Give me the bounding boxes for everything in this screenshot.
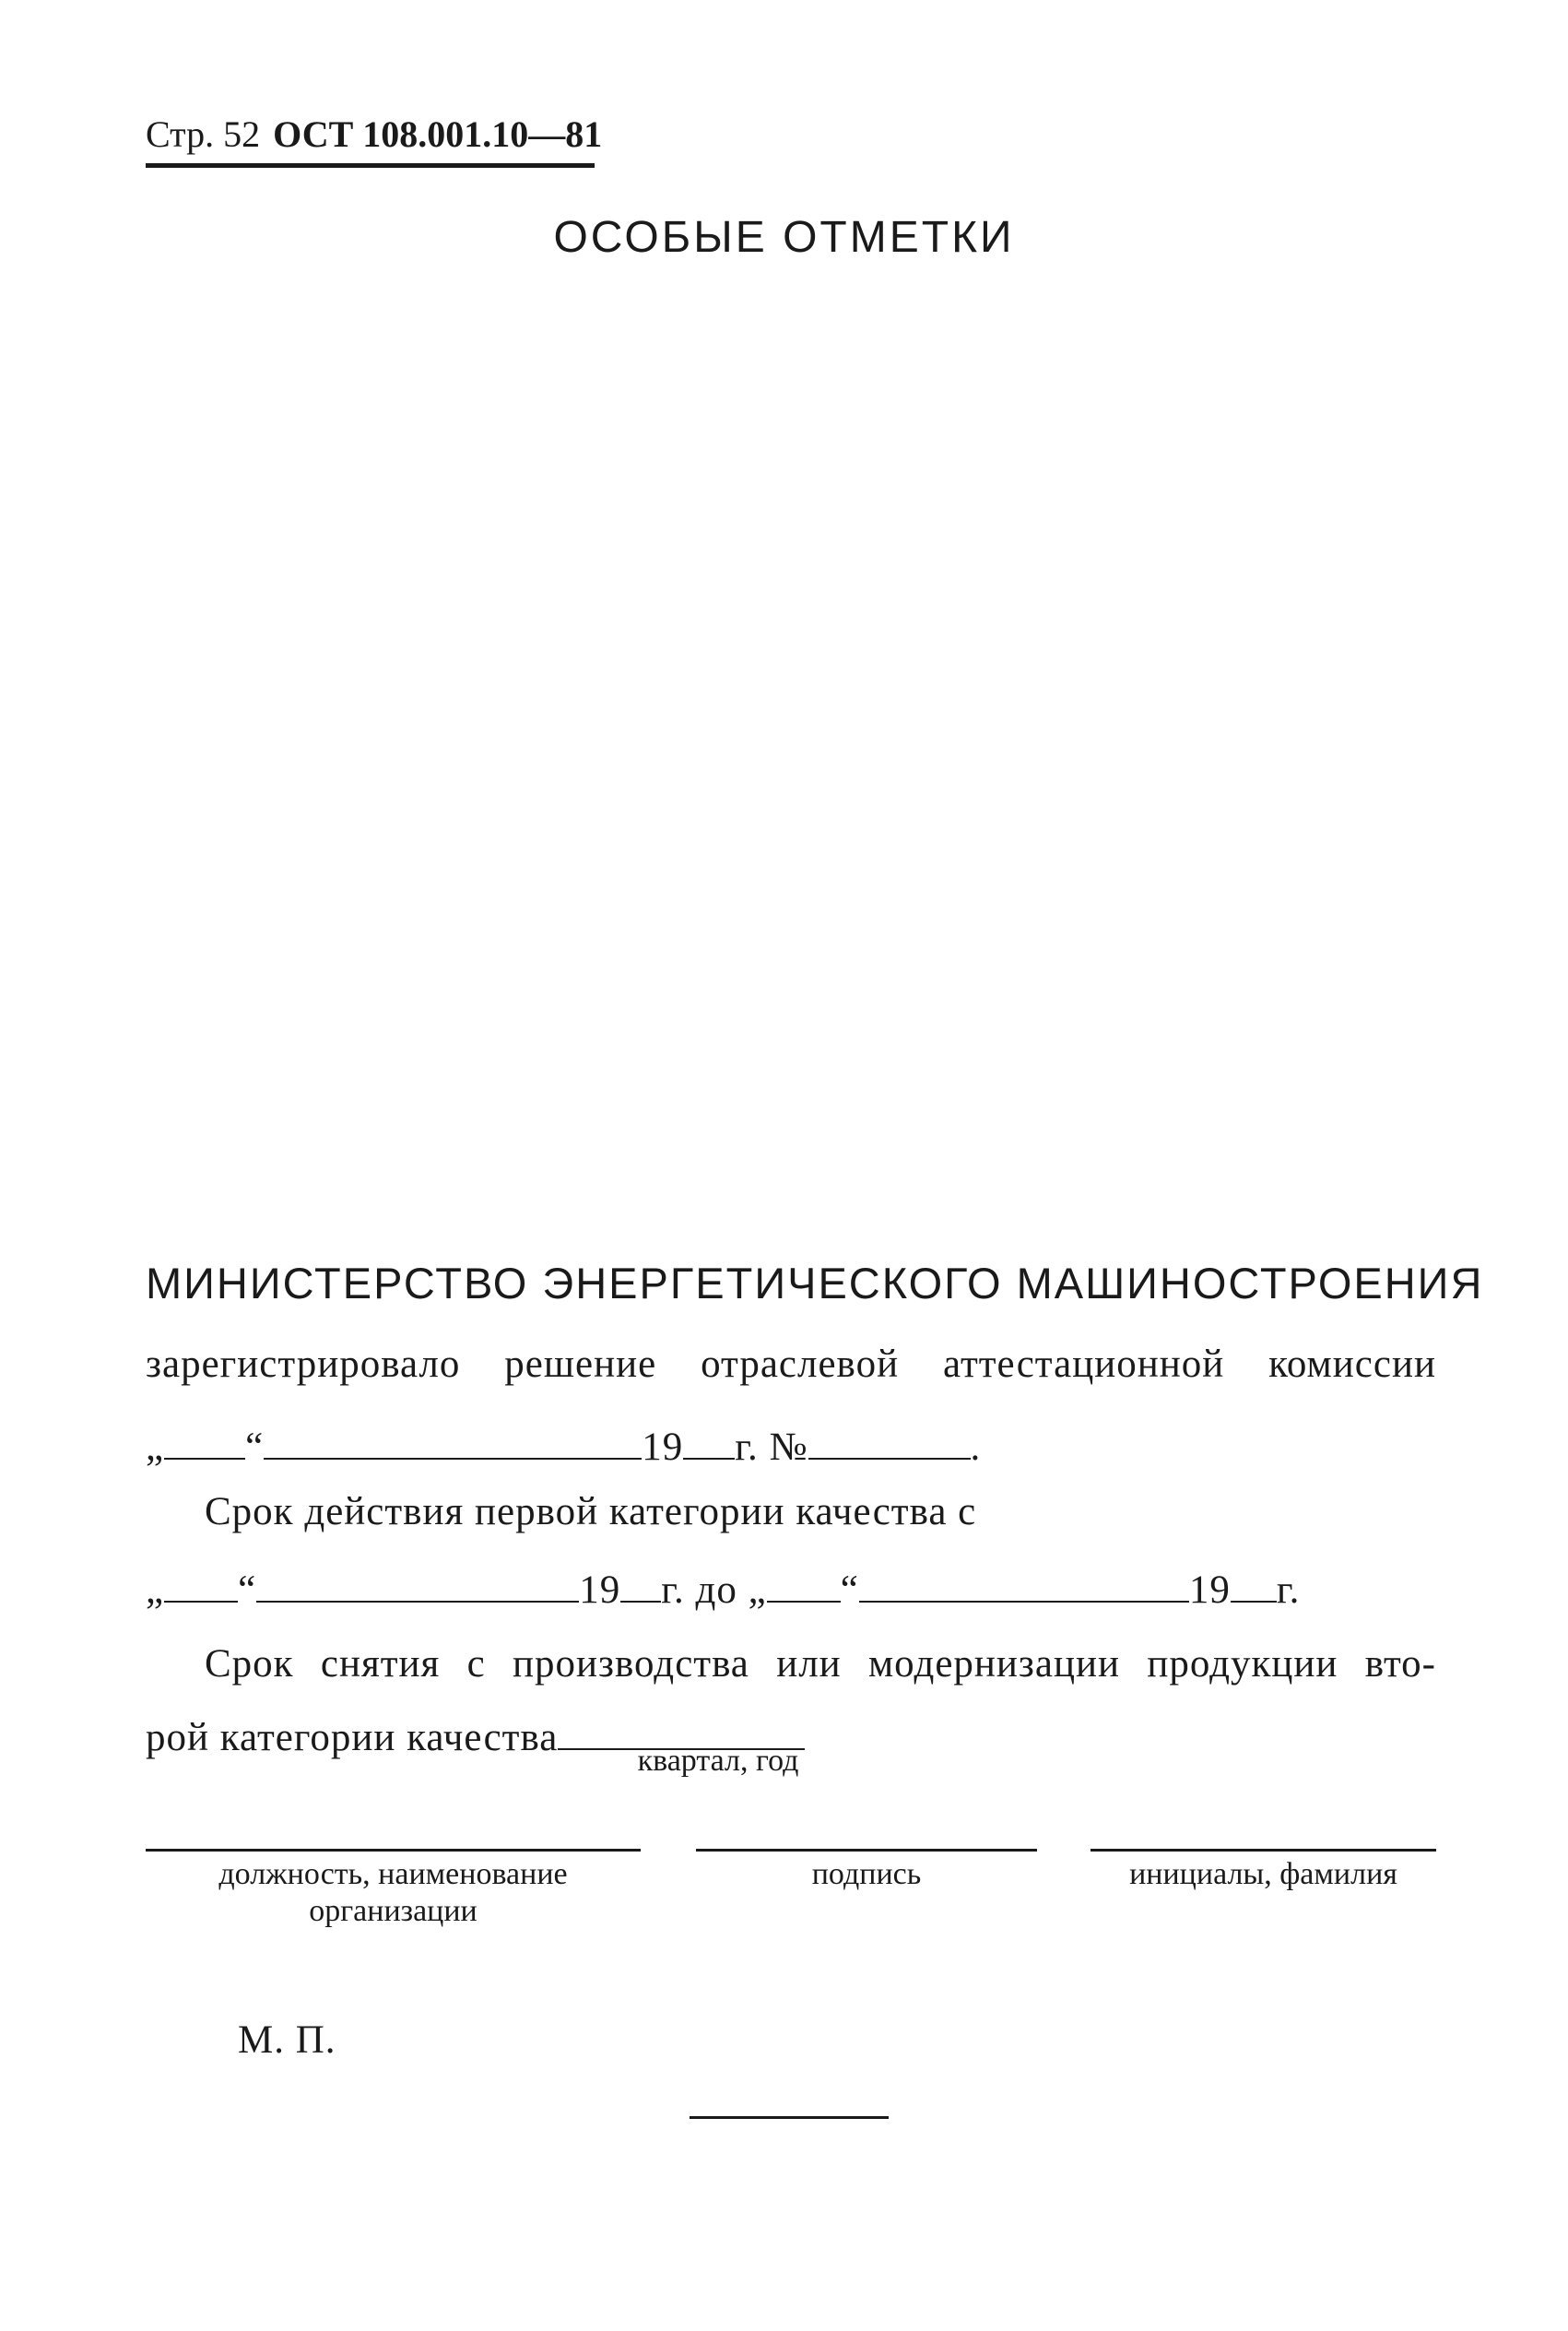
registration-word: зарегистрировало	[146, 1343, 461, 1386]
ministry-heading: МИНИСТЕРСТВО ЭНЕРГЕТИЧЕСКОГО МАШИНОСТРОЕНИЯ	[146, 1259, 1484, 1307]
registration-text	[146, 1339, 1436, 1390]
validity-text: Срок действия первой категории качества с	[205, 1490, 977, 1533]
open-quote: „	[146, 1568, 165, 1612]
end-year-suffix: г.	[1276, 1568, 1301, 1612]
name-signature-line[interactable]	[1091, 1849, 1436, 1852]
start-month-blank[interactable]	[256, 1568, 579, 1603]
withdrawal-word: снятия	[320, 1642, 441, 1686]
registration-word: аттестационной	[943, 1343, 1225, 1386]
page-header	[146, 112, 602, 157]
end-year-prefix: 19	[1188, 1568, 1231, 1612]
close-quote: “	[238, 1568, 257, 1612]
section-title: ОСОБЫЕ ОТМЕТКИ	[553, 213, 1015, 262]
start-year-suffix: г.	[661, 1568, 685, 1612]
start-year-prefix: 19	[579, 1568, 621, 1612]
registration-word: решение	[504, 1343, 657, 1386]
end-day-blank[interactable]	[767, 1568, 841, 1603]
signature-line[interactable]	[696, 1849, 1037, 1852]
withdrawal-text-line-1	[205, 1639, 1436, 1690]
day-blank[interactable]	[164, 1425, 245, 1460]
signature-caption: подпись	[811, 1857, 922, 1891]
until-word: до	[695, 1568, 737, 1612]
withdrawal-word: модернизации	[867, 1642, 1121, 1686]
start-year-blank[interactable]	[620, 1568, 661, 1603]
quarter-year-caption: квартал, год	[637, 1744, 799, 1778]
withdrawal-word: продукции	[1147, 1642, 1338, 1686]
end-year-blank[interactable]	[1231, 1568, 1277, 1603]
month-blank[interactable]	[264, 1425, 642, 1460]
withdrawal-word: производства	[513, 1642, 749, 1686]
stamp-place-label: М. П.	[238, 2018, 336, 2062]
page-number: Стр. 52	[146, 113, 261, 155]
validity-date-line	[146, 1565, 1300, 1616]
organization-caption: организации	[309, 1894, 477, 1928]
number-sign: №	[769, 1426, 808, 1469]
name-caption: инициалы, фамилия	[1129, 1857, 1397, 1891]
decision-date-line	[146, 1422, 981, 1473]
position-signature-line[interactable]	[146, 1849, 641, 1852]
year-blank[interactable]	[683, 1425, 735, 1460]
end-month-blank[interactable]	[859, 1568, 1189, 1603]
registration-word: комиссии	[1268, 1343, 1436, 1386]
withdrawal-word: вто-	[1364, 1642, 1436, 1686]
close-quote: “	[840, 1568, 859, 1612]
year-suffix: г.	[735, 1426, 759, 1469]
end-rule	[690, 2116, 889, 2119]
withdrawal-label: рой категории качества	[146, 1716, 559, 1759]
withdrawal-word: или	[776, 1642, 842, 1686]
close-quote: “	[245, 1426, 265, 1469]
year-prefix: 19	[642, 1426, 684, 1469]
position-caption: должность, наименование	[218, 1857, 568, 1891]
withdrawal-word: Срок	[205, 1642, 294, 1686]
standard-code: ОСТ 108.001.10—81	[273, 113, 603, 155]
line-end: .	[970, 1426, 982, 1469]
open-quote: „	[146, 1426, 165, 1469]
start-day-blank[interactable]	[164, 1568, 238, 1603]
withdrawal-word: с	[466, 1642, 486, 1686]
header-rule	[146, 163, 595, 168]
registration-word: отраслевой	[701, 1343, 900, 1386]
open-quote: „	[748, 1568, 767, 1612]
decision-number-blank[interactable]	[808, 1425, 971, 1460]
